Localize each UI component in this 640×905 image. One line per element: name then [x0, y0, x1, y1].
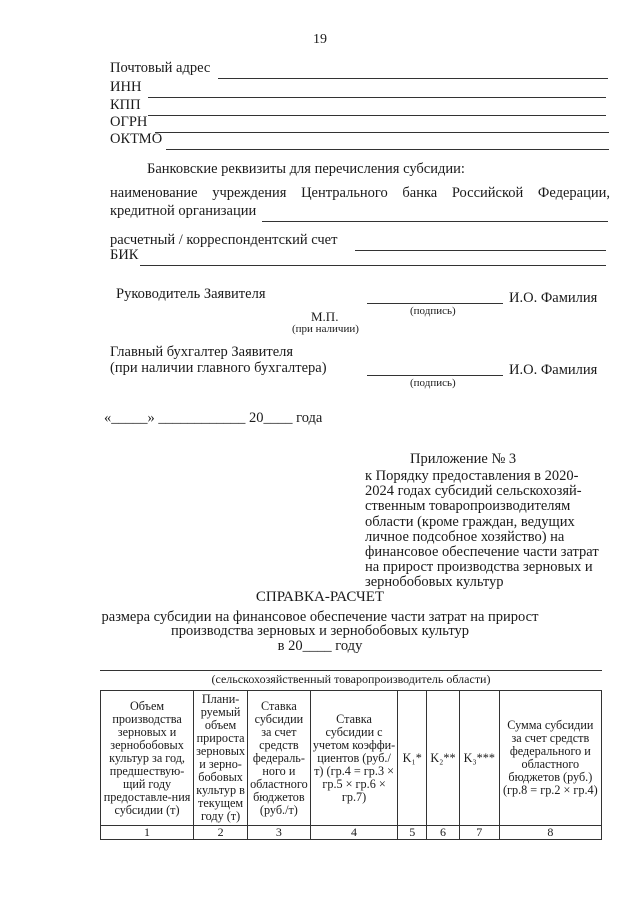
- postal-address-label: Почтовый адрес: [110, 60, 211, 76]
- head-label: Руководитель Заявителя: [116, 286, 266, 302]
- appendix-title: Приложение № 3: [410, 451, 517, 467]
- oktmo-line: [166, 149, 609, 150]
- ogrn-label: ОГРН: [110, 114, 148, 130]
- account-line: [355, 250, 606, 251]
- number-cell-5: 5: [398, 826, 427, 840]
- appendix-body: к Порядку предоставления в 2020-2024 годах субсидий сельскохозяй-ственным товаропроизводителям области (кроме граждан, ведущих личное подсобное хозяйство) на финансовое обеспечение части затрат на прирост производства зерновых и зернобобовых культур: [365, 468, 599, 591]
- header-cell-4: Ставка субсидии с учетом коэффи-циентов (руб./т) (гр.4 = гр.3 × гр.5 × гр.6 × гр.7): [310, 691, 398, 826]
- postal-address-line: [218, 78, 608, 79]
- number-cell-2: 2: [194, 826, 248, 840]
- inn-label: ИНН: [110, 79, 142, 95]
- bik-label: БИК: [110, 247, 139, 263]
- kpp-line: [148, 115, 606, 116]
- oktmo-label: ОКТМО: [110, 131, 163, 147]
- document-subtitle-line1: размера субсидии на финансовое обеспечение части затрат на прирост: [101, 609, 539, 625]
- kpp-label: КПП: [110, 97, 141, 113]
- number-cell-8: 8: [499, 826, 601, 840]
- producer-hint: (сельскохозяйственный товаропроизводитель области): [211, 672, 491, 686]
- header-cell-3: Ставка субсидии за счет средств федераль-ного и областного бюджетов (руб./т): [248, 691, 311, 826]
- accountant-name: И.О. Фамилия: [509, 362, 598, 378]
- number-cell-4: 4: [310, 826, 398, 840]
- document-subtitle-line2: производства зерновых и зернобобовых культур: [170, 623, 469, 639]
- header-cell-5: K₁*: [398, 691, 427, 826]
- accountant-label-line2: (при наличии главного бухгалтера): [110, 360, 327, 376]
- bank-institution-line1: наименование учреждения Центрального банка Российской Федерации,: [110, 185, 610, 201]
- document-title: СПРАВКА-РАСЧЕТ: [255, 589, 385, 605]
- account-label: расчетный / корреспондентский счет: [110, 232, 338, 248]
- head-name: И.О. Фамилия: [509, 290, 598, 306]
- inn-line: [148, 97, 606, 98]
- table-number-row: [101, 826, 602, 840]
- accountant-label-line1: Главный бухгалтер Заявителя: [110, 344, 294, 360]
- header-cell-7: K₃***: [459, 691, 499, 826]
- calculation-table: [100, 690, 602, 840]
- number-cell-6: 6: [427, 826, 460, 840]
- bik-line: [140, 265, 606, 266]
- accountant-signature-line: [367, 375, 503, 376]
- ogrn-line: [155, 132, 609, 133]
- header-cell-2: Плани-руемый объем прироста зерновых и зерно-бобовых культур в текущем году (т): [194, 691, 248, 826]
- bank-institution-line2: кредитной организации: [110, 203, 257, 219]
- table-header-row: [101, 691, 602, 826]
- page-number: 19: [313, 32, 327, 47]
- date-line: «_____» ____________ 20____ года: [104, 410, 323, 426]
- stamp-note: (при наличии): [292, 323, 359, 335]
- accountant-signature-hint: (подпись): [410, 377, 456, 389]
- head-signature-line: [367, 303, 503, 304]
- document-year-line: в 20____ году: [277, 638, 363, 654]
- bank-heading: Банковские реквизиты для перечисления субсидии:: [147, 161, 465, 177]
- producer-line: [100, 670, 602, 671]
- number-cell-1: 1: [101, 826, 194, 840]
- number-cell-3: 3: [248, 826, 311, 840]
- header-cell-8: Сумма субсидии за счет средств федерального и областного бюджетов (руб.) (гр.8 = гр.2 × гр.4): [499, 691, 601, 826]
- header-cell-1: Объем производства зерновых и зернобобовых культур за год, предшествую-щий году предоставле-ния субсидии (т): [101, 691, 194, 826]
- head-signature-hint: (подпись): [410, 305, 456, 317]
- number-cell-7: 7: [459, 826, 499, 840]
- stamp-label: М.П.: [311, 309, 339, 324]
- header-cell-6: K₂**: [427, 691, 460, 826]
- bank-institution-line: [262, 221, 608, 222]
